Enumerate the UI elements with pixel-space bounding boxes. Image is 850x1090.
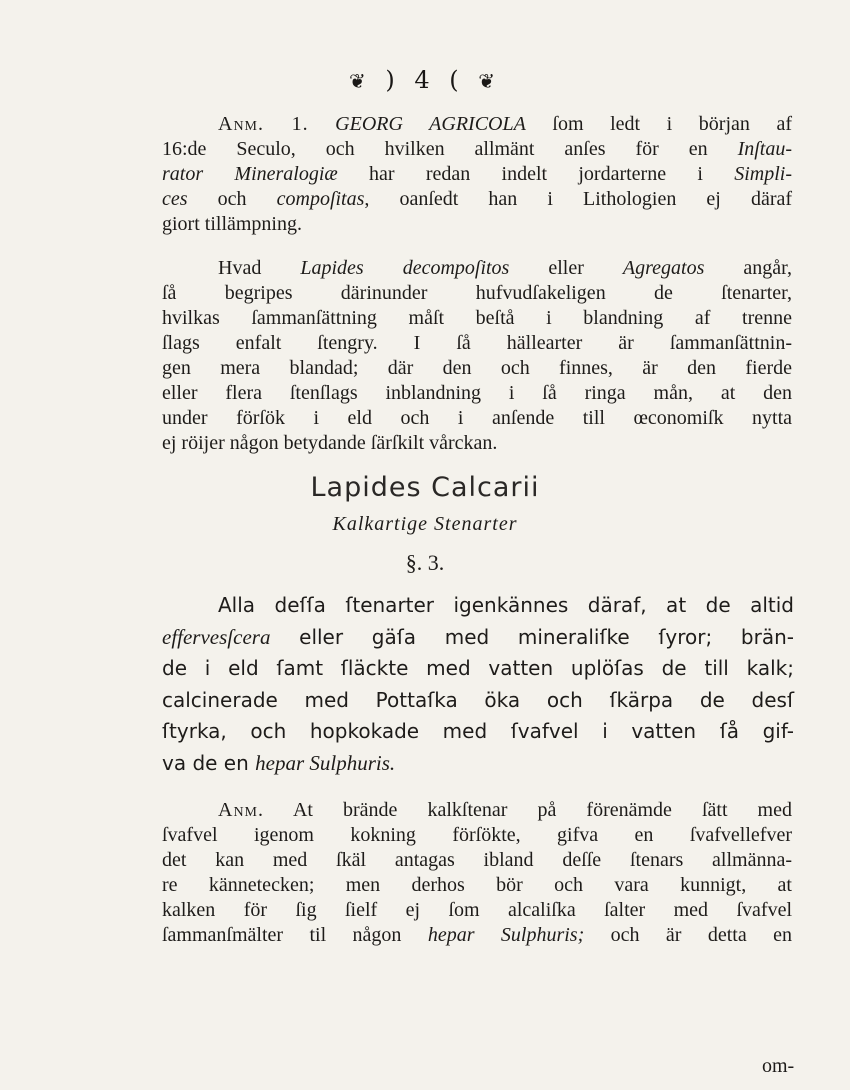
text-line: giort tillämpning.	[162, 213, 302, 235]
text-line: ſammanſmälter til någon hepar Sulphuris; och är detta en	[162, 924, 792, 946]
page-header	[0, 66, 850, 94]
text-line: gen mera blandad; där den och finnes, är den fierde	[162, 357, 792, 379]
text-line: Hvad Lapides decompoſitos eller Agregatos angår,	[218, 257, 793, 279]
text-line: kalken för ſig ſielf ej ſom alcaliſka ſalter med ſvafvel	[162, 899, 792, 921]
text-line: ſlags enfalt ſtengry. I ſå hällearter är ſammanſättnin-	[162, 332, 792, 354]
text-line: ej röijer någon betydande ſärſkilt vårckan.	[162, 432, 498, 454]
page-number: ) 4 (	[385, 66, 465, 94]
text-line: rator Mineralogiæ har redan indelt jordarterne i Simpli-	[162, 163, 792, 185]
text-line: ces och compoſitas, oanſedt han i Lithologien ej däraf	[162, 188, 793, 210]
text-line: effervesſcera eller gäſa med mineraliſke ſyror; brän-	[162, 624, 794, 649]
text-line: re kännetecken; men derhos bör och vara kunnigt, at	[162, 874, 792, 896]
left-ornament-icon: ❦	[348, 69, 372, 93]
text-line: eller flera ſtenſlags inblandning i ſå ringa mån, at den	[162, 382, 792, 404]
right-ornament-icon: ❦	[478, 69, 502, 93]
text-line: ſtyrka, och hopkokade med ſvafvel i vatten ſå gif-	[162, 719, 794, 743]
paragraph-3	[162, 590, 794, 779]
text-line: ſvafvel igenom kokning förſökte, gifva en ſvafvellefver	[162, 824, 792, 846]
text-line: calcinerade med Pottaſka öka och ſkärpa de desſ	[162, 687, 794, 712]
author-name: GEORG AGRICOLA	[335, 113, 526, 135]
text-line: ſå begripes därinunder hufvudſakeligen de ſtenarter,	[162, 282, 792, 304]
text-line: 16:de Seculo, och hvilken allmänt anſes för en Inſtau-	[162, 138, 792, 160]
text-line: Anm. 1. GEORG AGRICOLA ſom ledt i början af	[218, 113, 792, 135]
text-line: under förſök i eld och i anſende till œconomiſk nytta	[162, 407, 792, 429]
paragraph-2	[162, 256, 792, 456]
text-line: de i eld ſamt ſläckte med vatten uplöſas de till kalk;	[162, 656, 794, 680]
section-number: §. 3.	[405, 550, 445, 575]
text-line: Anm. At brände kalkſtenar på förenämde ſätt med	[218, 799, 792, 821]
text-line: hvilkas ſammanſättning måſt beſtå i blandning af trenne	[162, 307, 792, 329]
text-line: Alla deſſa ſtenarter igenkännes däraf, at de altid	[218, 593, 794, 617]
text-line: va de en hepar Sulphuris.	[162, 750, 396, 775]
section-title: Lapides Calcarii	[310, 472, 540, 503]
section-subtitle: Kalkartige Stenarter	[332, 513, 518, 535]
note-2	[162, 798, 792, 948]
text-line: det kan med ſkäl antagas ibland deſſe ſtenars allmänna-	[162, 849, 792, 871]
catchword: om-	[762, 1055, 795, 1077]
note-1	[162, 112, 792, 237]
